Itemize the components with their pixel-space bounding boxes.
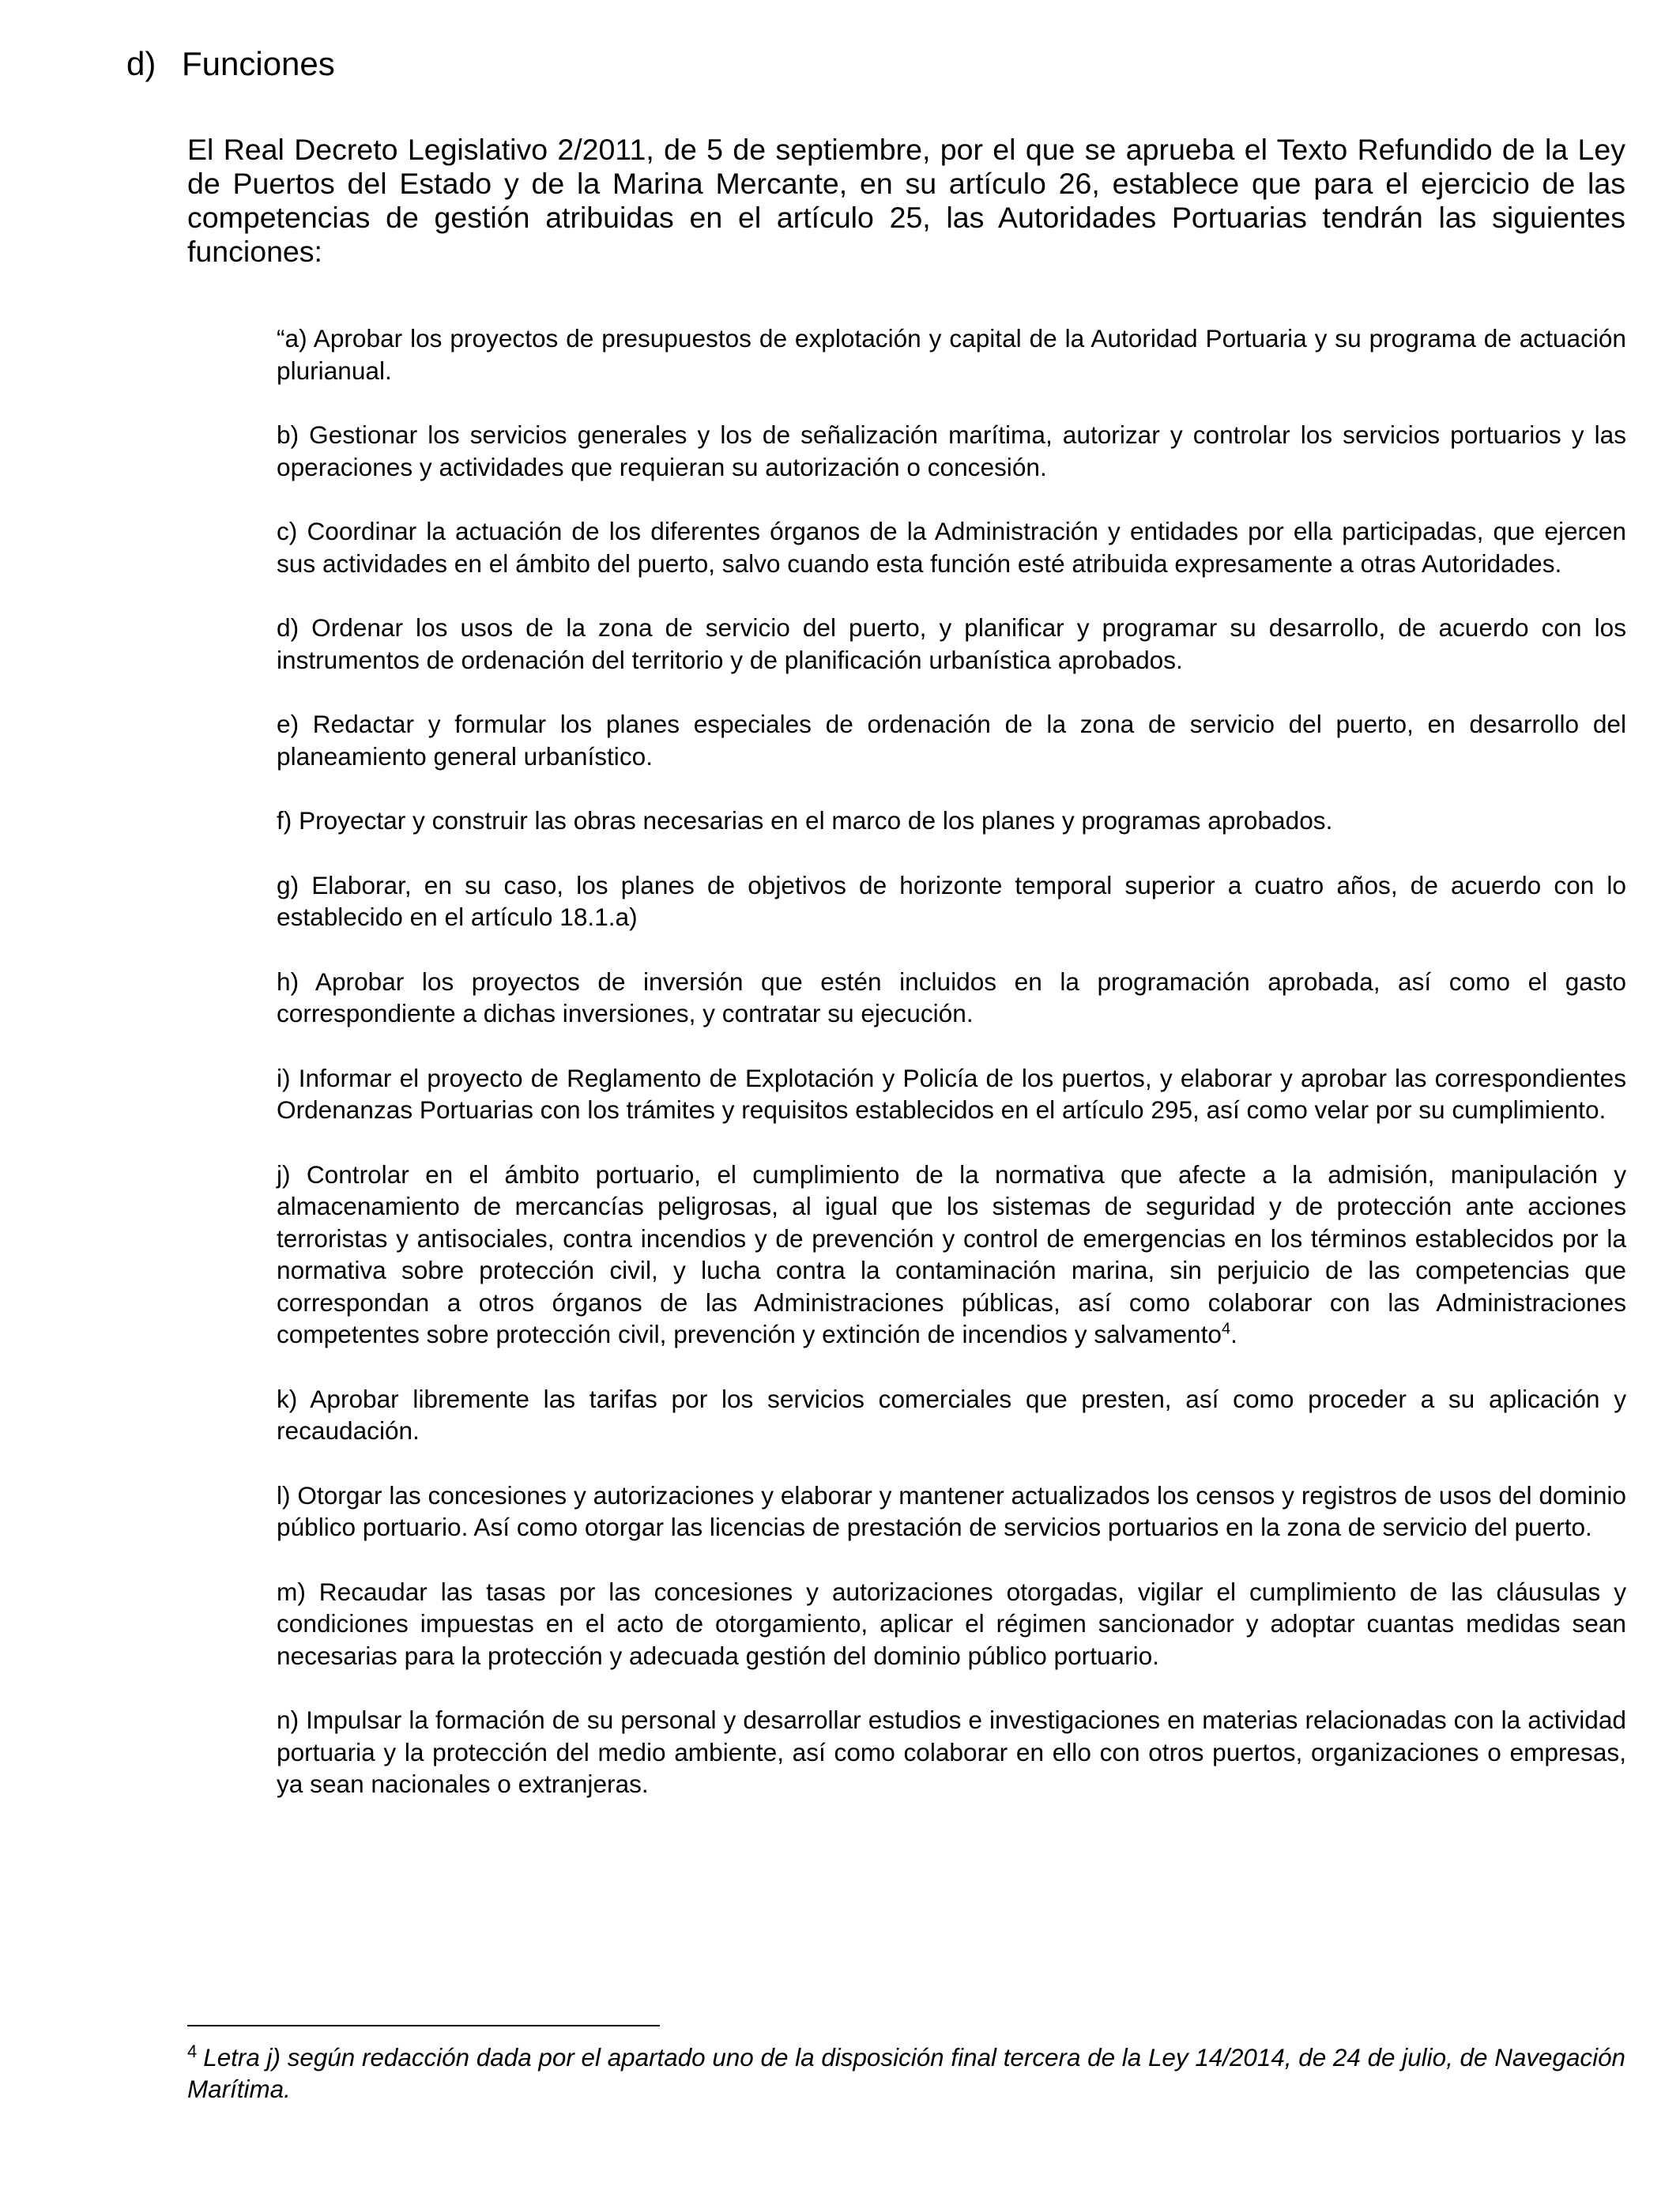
function-item-n	[277, 1704, 1626, 1800]
intro-paragraph: El Real Decreto Legislativo 2/2011, de 5 de septiembre, por el que se aprueba el Texto Refundido de la Ley de Puertos del Estado y de la Marina Mercante, en su artículo 26, establece que para el ejercicio de las competencias de gestión atribuidas en el artículo 25, las Autoridades Portuarias tendrán las siguientes funciones:	[187, 133, 1625, 268]
function-text: c) Coordinar la actuación de los diferentes órganos de la Administración y entidades por ella participadas, que ejercen sus actividades en el ámbito del puerto, salvo cuando esta función esté atribuida expresamente a otras Autoridades.	[277, 517, 1626, 578]
function-text: f) Proyectar y construir las obras necesarias en el marco de los planes y programas aprobados.	[277, 806, 1333, 835]
function-item-i	[277, 1062, 1626, 1126]
footnote-separator	[187, 2025, 660, 2026]
function-text: n) Impulsar la formación de su personal y desarrollar estudios e investigaciones en materias relacionadas con la actividad portuaria y la protección del medio ambiente, así como colaborar en ello con otros puertos, organizaciones o empresas, ya sean nacionales o extranjeras.	[277, 1706, 1626, 1798]
function-text: h) Aprobar los proyectos de inversión que estén incluidos en la programación aprobada, así como el gasto correspondiente a dichas inversiones, y contratar su ejecución.	[277, 967, 1626, 1027]
section-letter: d)	[126, 45, 156, 82]
function-item-a	[277, 322, 1626, 386]
function-item-j	[277, 1159, 1626, 1351]
function-text: i) Informar el proyecto de Reglamento de Explotación y Policía de los puertos, y elaborar y aprobar las correspondientes Ordenanzas Portuarias con los trámites y requisitos establecidos en el artículo 295, así como velar por su cumplimiento.	[277, 1063, 1626, 1124]
function-text: “a) Aprobar los proyectos de presupuestos de explotación y capital de la Autoridad Portuaria y su programa de actuación plurianual.	[277, 324, 1626, 385]
section-title: Funciones	[182, 45, 335, 82]
function-text: e) Redactar y formular los planes especiales de ordenación de la zona de servicio del puerto, en desarrollo del planeamiento general urbanístico.	[277, 710, 1626, 771]
footnote-mark: 4	[187, 2041, 198, 2061]
function-item-d	[277, 612, 1626, 676]
function-item-k	[277, 1383, 1626, 1447]
footnote-reference[interactable]: 4	[1221, 1320, 1231, 1338]
functions-list	[277, 322, 1626, 1833]
function-item-g	[277, 869, 1626, 933]
function-text: k) Aprobar libremente las tarifas por los servicios comerciales que presten, así como proceder a su aplicación y recaudación.	[277, 1384, 1626, 1445]
footnote	[187, 2042, 1625, 2105]
function-item-e	[277, 708, 1626, 772]
function-item-b	[277, 419, 1626, 483]
function-item-l	[277, 1480, 1626, 1544]
function-text-tail: .	[1230, 1320, 1237, 1348]
function-item-h	[277, 966, 1626, 1030]
footnote-text: Letra j) según redacción dada por el apartado uno de la disposición final tercera de la Ley 14/2014, de 24 de julio, de Navegación Marítima.	[187, 2044, 1625, 2103]
function-text: j) Controlar en el ámbito portuario, el cumplimiento de la normativa que afecte a la admisión, manipulación y almacenamiento de mercancías peligrosas, al igual que los sistemas de seguridad y de protección ante acciones terroristas y antisociales, contra incendios y de prevención y control de emergencias en los términos establecidos por la normativa sobre protección civil, y lucha contra la contaminación marina, sin perjuicio de las competencias que correspondan a otros órganos de las Administraciones públicas, así como colaborar con las Administraciones competentes sobre protección civil, prevención y extinción de incendios y salvamento	[277, 1159, 1626, 1348]
function-item-c	[277, 515, 1626, 579]
function-text: g) Elaborar, en su caso, los planes de objetivos de horizonte temporal superior a cuatro años, de acuerdo con lo establecido en el artículo 18.1.a)	[277, 870, 1626, 931]
function-item-m	[277, 1576, 1626, 1672]
function-text: l) Otorgar las concesiones y autorizaciones y elaborar y mantener actualizados los censos y registros de usos del dominio público portuario. Así como otorgar las licencias de prestación de servicios portuarios en la zona de servicio del puerto.	[277, 1480, 1626, 1541]
function-text: b) Gestionar los servicios generales y los de señalización marítima, autorizar y controlar los servicios portuarios y las operaciones y actividades que requieran su autorización o concesión.	[277, 420, 1626, 481]
section-heading	[126, 44, 335, 84]
function-text: m) Recaudar las tasas por las concesiones y autorizaciones otorgadas, vigilar el cumplimiento de las cláusulas y condiciones impuestas en el acto de otorgamiento, aplicar el régimen sancionador y adoptar cuantas medidas sean necesarias para la protección y adecuada gestión del dominio público portuario.	[277, 1577, 1626, 1670]
function-item-f	[277, 805, 1626, 837]
function-text: d) Ordenar los usos de la zona de servicio del puerto, y planificar y programar su desarrollo, de acuerdo con los instrumentos de ordenación del territorio y de planificación urbanística aprobados.	[277, 613, 1626, 674]
